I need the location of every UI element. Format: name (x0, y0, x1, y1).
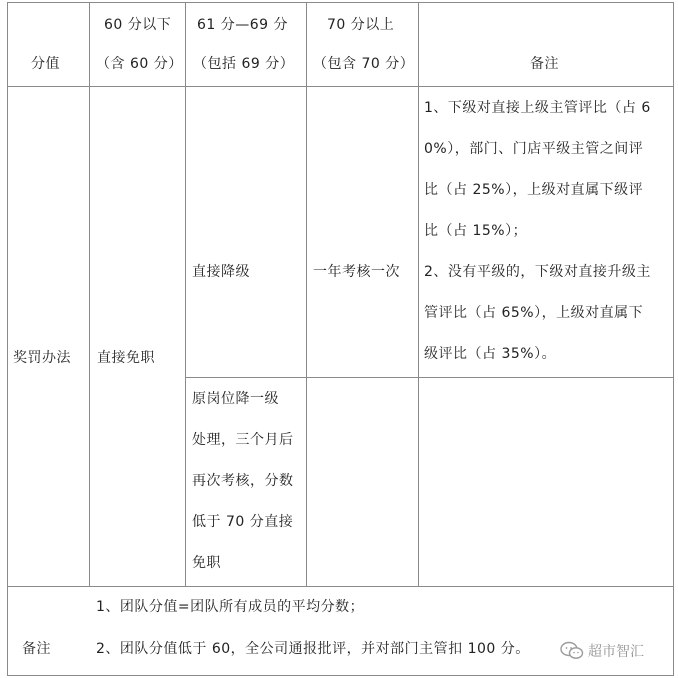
header-row-divider (7, 86, 674, 87)
column-divider-4 (418, 2, 419, 587)
penalty-remarks-line: 比（占 25%），上级对直属下级评 (424, 182, 644, 198)
penalty-sub-divider (185, 377, 674, 378)
penalty-remarks-line: 1、下级对直接上级主管评比（占 6 (424, 100, 651, 116)
watermark (560, 640, 644, 662)
above-70-penalty: 一年考核一次 (313, 264, 400, 280)
watermark-text: 超市智汇 (588, 644, 644, 660)
below-60-penalty: 直接免职 (97, 350, 155, 366)
penalty-row-label: 奖罚办法 (13, 350, 71, 366)
table-border-left (7, 2, 8, 676)
column-divider-3 (306, 2, 307, 587)
penalty-remarks-line: 比（占 15%）； (424, 223, 528, 239)
range-61-69-penalty-b-line: 免职 (192, 555, 221, 571)
range-61-69-penalty-b-line: 再次考核，分数 (192, 473, 294, 489)
penalty-remarks-line: 0%），部门、门店平级主管之间评 (424, 141, 644, 157)
notes-line-2: 2、团队分值低于 60，全公司通报批评，并对部门主管扣 100 分。 (96, 641, 530, 657)
below-60-header-line2: （含 60 分） (96, 56, 183, 72)
penalty-remarks-line: 级评比（占 35%）。 (424, 346, 557, 362)
penalty-remarks-line: 2、没有平级的，下级对直接升级主 (424, 264, 651, 280)
range-61-69-penalty-b-line: 原岗位降一级 (192, 391, 279, 407)
wechat-icon (560, 641, 584, 661)
range-61-69-header-line2: （包括 69 分） (193, 56, 295, 72)
remarks-header: 备注 (530, 56, 559, 72)
range-61-69-header-line1: 61 分—69 分 (197, 17, 289, 33)
above-70-header-line1: 70 分以上 (327, 17, 395, 33)
score-header: 分值 (31, 56, 60, 72)
table-border-right (673, 2, 674, 676)
below-60-header-line1: 60 分以下 (104, 17, 172, 33)
range-61-69-penalty-a: 直接降级 (192, 264, 250, 280)
range-61-69-penalty-b-line: 低于 70 分直接 (192, 514, 294, 530)
notes-line-1: 1、团队分值=团队所有成员的平均分数； (96, 599, 365, 615)
range-61-69-penalty-b-line: 处理，三个月后 (192, 432, 294, 448)
column-divider-2 (185, 2, 186, 587)
column-divider-1 (89, 2, 90, 587)
table-border-top (7, 2, 674, 3)
table-border-bottom (7, 675, 674, 676)
above-70-header-line2: （包含 70 分） (313, 56, 415, 72)
notes-row-divider (7, 586, 674, 587)
notes-row-label: 备注 (22, 641, 51, 657)
penalty-remarks-line: 管评比（占 65%），上级对直属下 (424, 305, 644, 321)
